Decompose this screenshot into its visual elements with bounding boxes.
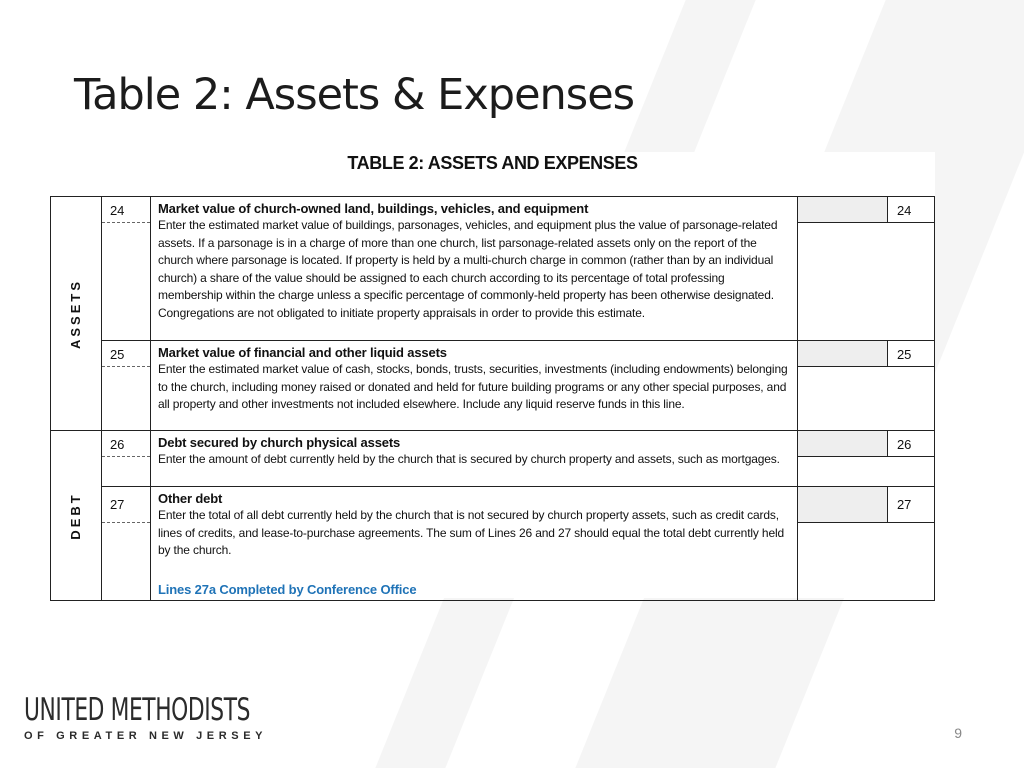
line-description-cell: [151, 431, 798, 487]
document-image: [50, 152, 935, 598]
line-description-cell: [151, 487, 798, 601]
answer-box: [798, 431, 934, 457]
assets-section-label: [51, 197, 102, 431]
line-description: Enter the estimated market value of buildings, parsonages, vehicles, and equipment plus the value of parsonage-related assets. If a parsonage is in a charge of more than one church, list parsonage-related assets only on the report of the church where parsonage is located. If property is held by a multi-church charge in common (rather than by an individual church) a share of the value should be assigned to each church according to its percentage of total professing membership within the charge unless a specific percentage of commonly-held property has been otherwise designated. Congregations are not obligated to initiate property appraisals in order to provide this estimate.: [158, 218, 778, 320]
debt-label: DEBT: [68, 491, 84, 540]
logo-main-text: UNITED METHODISTS: [24, 692, 251, 728]
line-title: Other debt: [158, 491, 223, 506]
table-row: [51, 341, 935, 431]
answer-line-number: 26: [897, 437, 912, 452]
line-description-cell: [151, 341, 798, 431]
answer-cell: [798, 197, 935, 341]
logo-sub-text: OF GREATER NEW JERSEY: [24, 730, 268, 742]
assets-label: ASSETS: [68, 278, 84, 349]
assets-expenses-table: [50, 196, 935, 601]
line-number: 24: [102, 197, 150, 223]
line-number: 26: [102, 431, 150, 457]
answer-line-number: 27: [897, 497, 912, 512]
page-number: 9: [954, 725, 962, 741]
line-title: Market value of financial and other liquid assets: [158, 345, 447, 360]
debt-section-label: [51, 431, 102, 601]
slide-title: Table 2: Assets & Expenses: [74, 70, 635, 120]
line-number-cell: [102, 431, 151, 487]
table-row: [51, 487, 935, 601]
answer-line-number: 24: [897, 203, 912, 218]
line-title: Debt secured by church physical assets: [158, 435, 401, 450]
answer-cell: [798, 341, 935, 431]
line-number: 25: [102, 341, 150, 367]
answer-field: [798, 487, 888, 522]
answer-cell: [798, 487, 935, 601]
line-description-cell: [151, 197, 798, 341]
line-number-cell: [102, 197, 151, 341]
answer-box: [798, 341, 934, 367]
line-number-cell: [102, 487, 151, 601]
answer-box: [798, 197, 934, 223]
line-number-cell: [102, 341, 151, 431]
answer-field: [798, 431, 888, 456]
line-number: 27: [102, 487, 150, 523]
answer-cell: [798, 431, 935, 487]
table-row: [51, 431, 935, 487]
answer-line-number: 25: [897, 347, 912, 362]
table-heading: TABLE 2: ASSETS AND EXPENSES: [347, 153, 638, 173]
conference-office-note: Lines 27a Completed by Conference Office: [158, 581, 417, 597]
organization-logo: [24, 694, 314, 742]
answer-field: [798, 197, 888, 222]
line-description: Enter the estimated market value of cash, stocks, bonds, trusts, securities, investments (including endowments) belonging to the church, including money raised or donated and held for future building programs or any other special purposes, and all property and other investments not included elsewhere. Include any liquid reserve funds in this line.: [158, 362, 788, 412]
line-description: Enter the amount of debt currently held by the church that is secured by church property and assets, such as mortgages.: [158, 452, 780, 466]
answer-field: [798, 341, 888, 366]
line-title: Market value of church-owned land, buildings, vehicles, and equipment: [158, 201, 589, 216]
line-description: Enter the total of all debt currently held by the church that is not secured by church property assets, such as credit cards, lines of credits, and lease-to-purchase agreements. The sum of Lines 26 and 27 should equal the total debt currently held by the church.: [158, 508, 785, 558]
answer-box: [798, 487, 934, 523]
table-row: [51, 197, 935, 341]
